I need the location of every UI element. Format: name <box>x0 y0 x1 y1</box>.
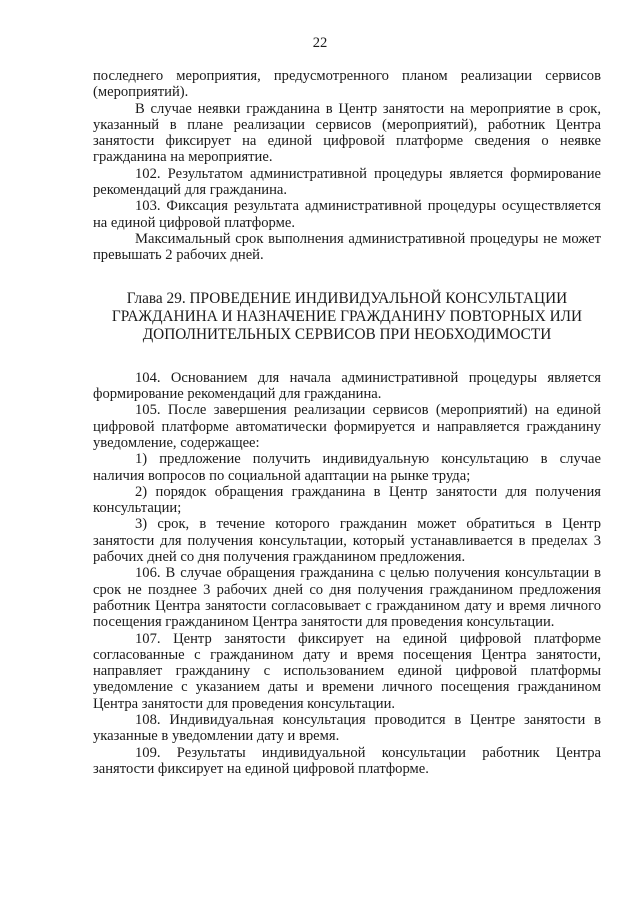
document-body <box>93 68 601 777</box>
paragraph-106: 106. В случае обращения гражданина с целью получения консультации в срок не позднее 3 рабочих дней со дня получения гражданином предложения работник Центра занятости согласовывает с гражданином дату и время личного посещения гражданином Центра занятости для проведения консультации. <box>93 565 601 631</box>
paragraph-absence: В случае неявки гражданина в Центр занятости на мероприятие в срок, указанный в плане реализации сервисов (мероприятий), работник Центра занятости фиксирует на единой цифровой платформе сведения о неявке гражданина на мероприятие. <box>93 100 601 166</box>
paragraph-104: 104. Основанием для начала административной процедуры является формирование рекомендаций для гражданина. <box>93 369 601 403</box>
list-item-1: 1) предложение получить индивидуальную консультацию в случае наличия вопросов по социальной адаптации на рынке труда; <box>93 451 601 484</box>
paragraph-continuation: последнего мероприятия, предусмотренного планом реализации сервисов (мероприятий). <box>93 68 601 101</box>
paragraph-max-term: Максимальный срок выполнения административной процедуры не может превышать 2 рабочих дней. <box>93 230 601 264</box>
paragraph-103: 103. Фиксация результата административной процедуры осуществляется на единой цифровой платформе. <box>93 198 601 231</box>
list-item-3: 3) срок, в течение которого гражданин может обратиться в Центр занятости для получения консультации, который устанавливается в пределах 3 рабочих дней со дня получения гражданином предложения. <box>93 516 601 566</box>
chapter-title-line: Глава 29. ПРОВЕДЕНИЕ ИНДИВИДУАЛЬНОЙ КОНСУЛЬТАЦИИ <box>126 289 568 307</box>
paragraph-105: 105. После завершения реализации сервисов (мероприятий) на единой цифровой платформе автоматически формируется и направляется гражданину уведомление, содержащее: <box>93 402 601 451</box>
chapter-title-line: ДОПОЛНИТЕЛЬНЫХ СЕРВИСОВ ПРИ НЕОБХОДИМОСТИ <box>142 326 552 344</box>
list-item-2: 2) порядок обращения гражданина в Центр занятости для получения консультации; <box>93 483 601 517</box>
page-number: 22 <box>312 35 328 51</box>
paragraph-102: 102. Результатом административной процедуры является формирование рекомендаций для гражданина. <box>93 165 601 199</box>
chapter-title-line: ГРАЖДАНИНА И НАЗНАЧЕНИЕ ГРАЖДАНИНУ ПОВТОРНЫХ ИЛИ <box>111 307 583 325</box>
paragraph-108: 108. Индивидуальная консультация проводится в Центре занятости в указанные в уведомлении дату и время. <box>93 712 601 745</box>
paragraph-107: 107. Центр занятости фиксирует на единой цифровой платформе согласованные с гражданином дату и время посещения Центра занятости, направляет гражданину с использованием единой цифровой платформы уведомление с указанием даты и времени личного посещения гражданином Центра занятости для проведения консультации. <box>93 630 601 712</box>
paragraph-109: 109. Результаты индивидуальной консультации работник Центра занятости фиксирует на единой цифровой платформе. <box>93 744 601 777</box>
chapter-heading <box>93 290 601 345</box>
